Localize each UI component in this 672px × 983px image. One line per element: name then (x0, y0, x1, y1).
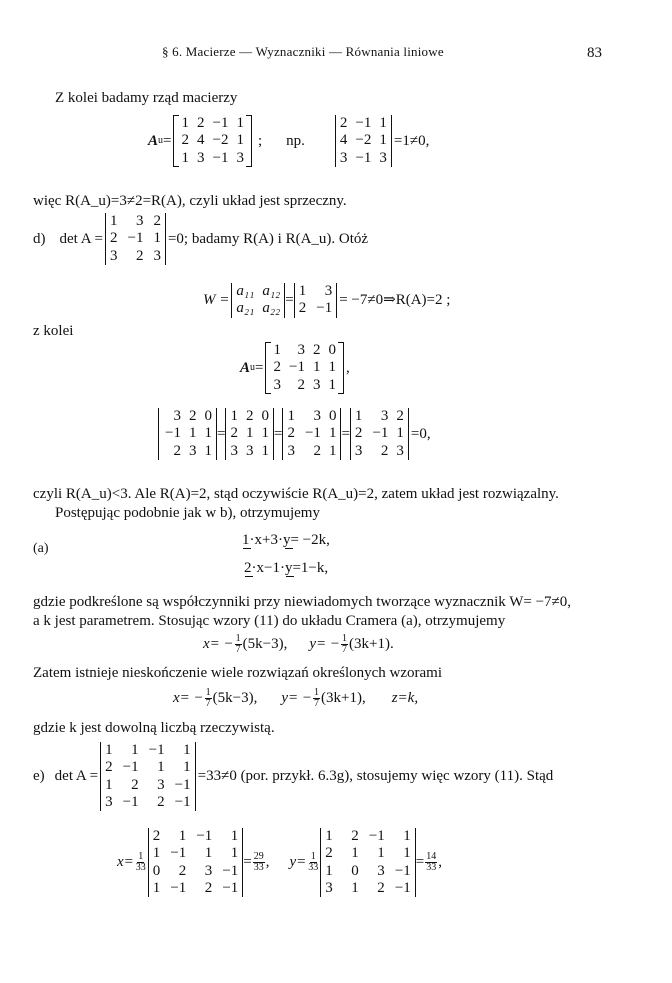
det-a-e: 1 1 −1 1 2 −1 1 1 1 2 3 −1 3 −1 2 −1 (100, 742, 196, 811)
text-a-k: a k jest parametrem. Stosując wzory (11) do układu Cramera (a), otrzymujemy (33, 613, 506, 629)
det-chain-2: 1 2 0 2 1 1 3 3 1 (225, 408, 274, 460)
matrix-au: 1 3 2 0 2 −1 1 1 3 2 3 1 (265, 342, 344, 394)
det-w-symbolic: a₁₁ a₁₂ a₂₁ a₂₂ (231, 283, 285, 318)
text-wiec: więc R(A_u)=3≠2=R(A), czyli układ jest sprzeczny. (33, 193, 347, 209)
det-y: 1 2 −1 1 2 1 1 1 1 0 3 −1 3 1 2 −1 (320, 828, 416, 897)
augmented-matrix: 1 2 −1 1 2 4 −2 1 1 3 −1 3 (173, 115, 252, 167)
page-number: 83 (587, 45, 602, 61)
equation-w: W = a₁₁ a₁₂ a₂₁ a₂₂ = 1 3 2 −1 = −7≠0⇒R(A)=2 ; (203, 283, 451, 317)
underline-mark (285, 548, 293, 549)
text-z-kolei: z kolei (33, 323, 74, 339)
system-a-eq1: 1·x+3·y= −2k, (242, 532, 330, 548)
underline-mark (286, 576, 294, 577)
running-head: § 6. Macierze — Wyznaczniki — Równania liniowe (162, 44, 444, 59)
matrix-subscript: u (158, 134, 164, 146)
intro-text: Z kolei badamy rząd macierzy (55, 90, 238, 106)
part-d-label: d) (33, 230, 46, 247)
equation-au: A u = 1 3 2 0 2 −1 1 1 3 2 3 1 , (240, 342, 350, 393)
minor-determinant: 2 −1 1 4 −2 1 3 −1 3 (335, 115, 392, 167)
det-chain-4: 1 3 2 2 −1 1 3 2 3 (350, 408, 409, 460)
part-e: e) det A = 1 1 −1 1 2 −1 1 1 1 2 3 −1 3 −1 2 −1 =33≠0 (por. przykł. 6.3g), stosujemy więc wzory (11). Stąd (33, 742, 554, 810)
matrix-symbol: A (148, 132, 159, 149)
text-czyli: czyli R(A_u)<3. Ale R(A)=2, stąd oczywiście R(A_u)=2, zatem układ jest rozwiązalny. (33, 486, 559, 502)
system-a-label: (a) (33, 541, 49, 556)
det-x: 2 1 −1 1 1 −1 1 1 0 2 3 −1 1 −1 2 −1 (148, 828, 244, 897)
det-chain-3: 1 3 0 2 −1 1 3 2 1 (282, 408, 341, 460)
np-label: np. (286, 132, 305, 149)
text-zatem: Zatem istnieje nieskończenie wiele rozwiązań określonych wzorami (33, 665, 442, 681)
det-w-numeric: 1 3 2 −1 (294, 283, 338, 318)
text-postepujac: Postępując podobnie jak w b), otrzymujemy (55, 505, 320, 521)
text-gdzie-k: gdzie k jest dowolną liczbą rzeczywistą. (33, 720, 275, 736)
final-solution: x= $\frac{1}{33}$ 2 1 −1 1 1 −1 1 1 0 2 3 −1 1 −1 2 −1 = $\frac{29}{33}$ , y= $\frac{1}{33}$ 1 2 −1 1 2 1 1 1 1 0 3 −1 3 1 2 −1 = $\frac{14}{33}$ , (117, 828, 442, 896)
determinant-chain: 3 2 0 −1 1 1 2 3 1 = 1 2 0 2 1 1 3 3 1 = 1 3 0 2 −1 1 3 2 1 = 1 3 2 2 −1 1 3 2 3 =0, (158, 408, 431, 460)
equation-rank-matrix: A u = 1 2 −1 1 2 4 −2 1 1 3 −1 3 ; np. 2 −1 1 4 −2 1 3 −1 3 =1≠0, (148, 115, 430, 166)
system-a-eq2: 2·x−1·y=1−k, (244, 560, 329, 576)
underline-mark (245, 576, 253, 577)
underline-mark (243, 548, 251, 549)
part-d: d) det A = 1 3 2 2 −1 1 3 2 3 =0; badamy R(A) i R(A_u). Otóż (33, 213, 369, 264)
text-gdzie-podkreslone: gdzie podkreślone są współczynniki przy niewiadomych tworzące wyznacznik W= −7≠0, (33, 594, 572, 610)
part-e-label: e) (33, 768, 45, 785)
det-a-d: 1 3 2 2 −1 1 3 2 3 (105, 213, 166, 265)
det-chain-1: 3 2 0 −1 1 1 2 3 1 (158, 408, 217, 460)
solution-cramer: x= − $\frac{1}{7}$ (5k−3), y= − $\frac{1}{7}$ (3k+1). (203, 633, 394, 655)
solution-general: x= − $\frac{1}{7}$ (5k−3), y= − $\frac{1}{7}$ (3k+1), z=k, (173, 687, 419, 709)
